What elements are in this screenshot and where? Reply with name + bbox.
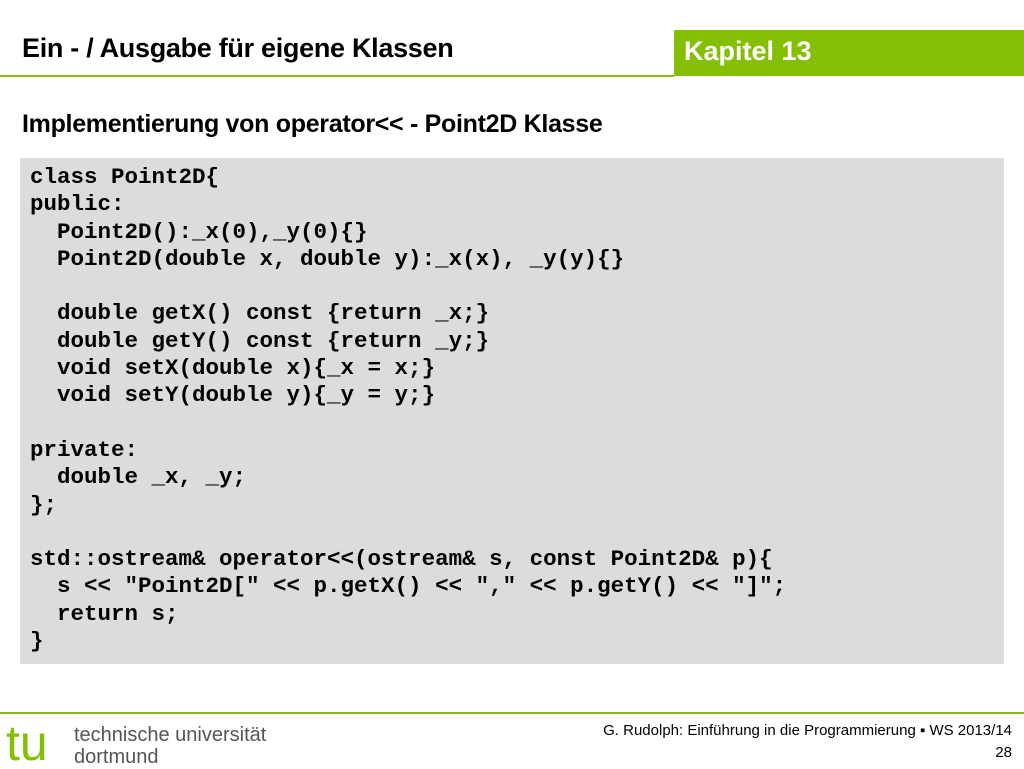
tu-logo-icon bbox=[6, 720, 70, 769]
header-divider bbox=[0, 75, 674, 77]
code-line: s << "Point2D[" << p.getX() << "," << p.getY() << "]"; bbox=[30, 573, 787, 600]
university-name-line1: technische universität bbox=[74, 724, 267, 746]
university-name-line2: dortmund bbox=[74, 746, 159, 768]
code-line: private: bbox=[30, 436, 139, 463]
code-line: std::ostream& operator<<(ostream& s, const Point2D& p){ bbox=[30, 546, 773, 573]
code-line: public: bbox=[30, 191, 125, 218]
slide-title: Ein - / Ausgabe für eigene Klassen bbox=[22, 33, 454, 63]
code-line: return s; bbox=[30, 600, 179, 627]
code-line: double getX() const {return _x;} bbox=[30, 300, 490, 327]
code-block bbox=[20, 158, 1004, 664]
university-name bbox=[74, 724, 266, 768]
slide-subtitle: Implementierung von operator<< - Point2D Klasse bbox=[22, 110, 603, 138]
footer-divider bbox=[0, 712, 1024, 714]
footer-credit: G. Rudolph: Einführung in die Programmierung ▪ WS 2013/14 bbox=[603, 722, 1012, 739]
code-listing bbox=[30, 164, 786, 655]
code-line: Point2D():_x(0),_y(0){} bbox=[30, 218, 368, 245]
code-line: void setX(double x){_x = x;} bbox=[30, 355, 436, 382]
tu-logo-text: tu bbox=[6, 720, 48, 764]
code-line: }; bbox=[30, 491, 58, 518]
slide-header bbox=[0, 0, 1024, 76]
page-number: 28 bbox=[995, 744, 1012, 761]
code-line: double getY() const {return _y;} bbox=[30, 327, 490, 354]
chapter-badge bbox=[674, 30, 1024, 76]
code-line: } bbox=[30, 628, 44, 655]
chapter-label: Kapitel 13 bbox=[684, 36, 812, 66]
code-line: void setY(double y){_y = y;} bbox=[30, 382, 436, 409]
code-line: Point2D(double x, double y):_x(x), _y(y){} bbox=[30, 245, 625, 272]
code-line: class Point2D{ bbox=[30, 164, 220, 190]
code-line: double _x, _y; bbox=[30, 464, 247, 491]
